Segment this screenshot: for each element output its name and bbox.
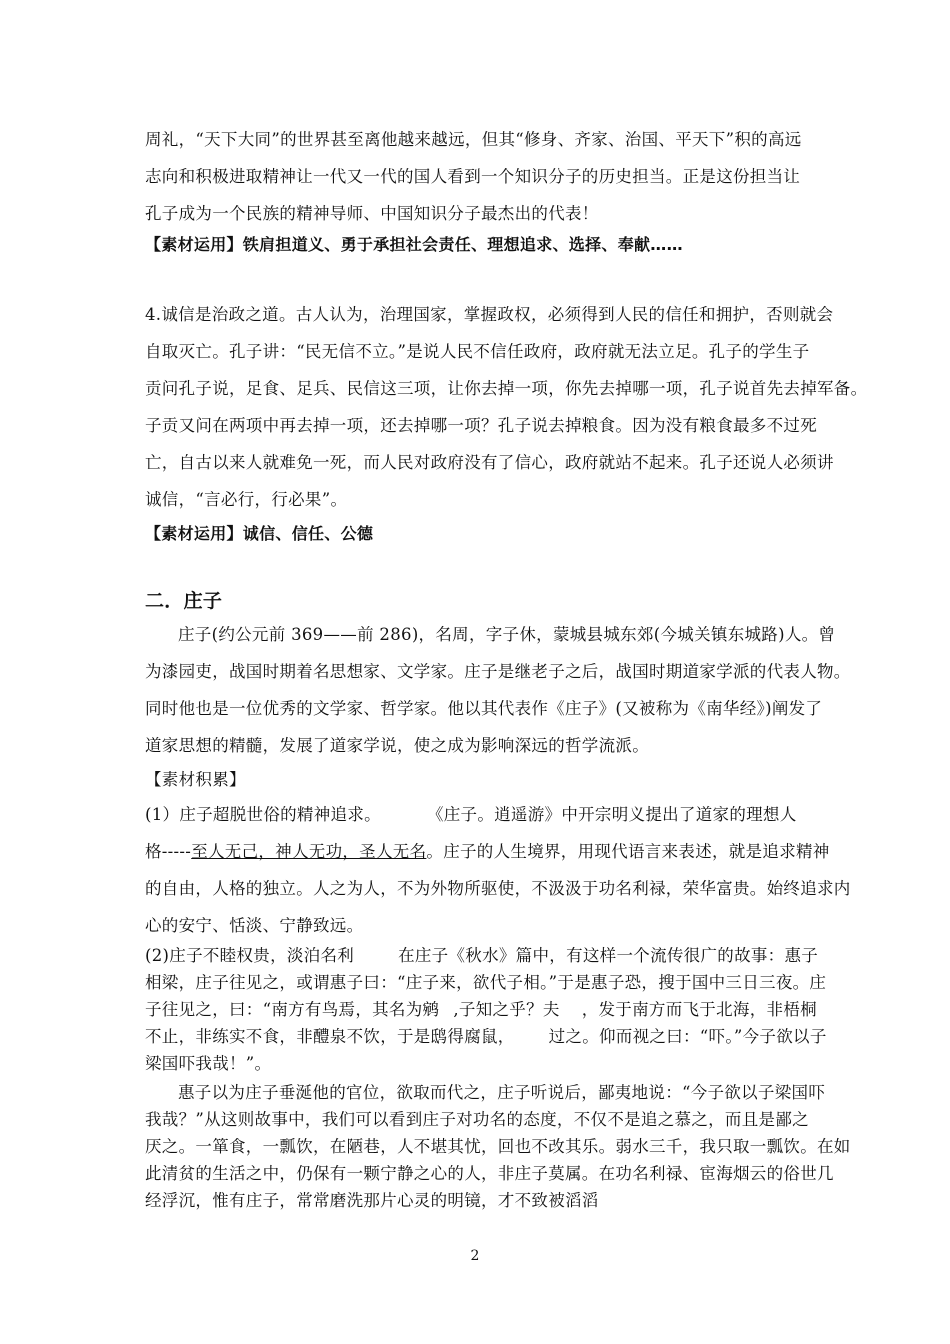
text-line: 同时他也是一位优秀的文学家、哲学家。他以其代表作《庄子》(又被称为《南华经》)阐发了 (145, 699, 823, 718)
text-line (145, 996, 817, 1020)
text-line: 周礼，“天下大同”的世界甚至离他越来越远，但其“修身、齐家、治国、平天下”积的高远 (145, 130, 802, 149)
text-segment: (2)庄子不睦权贵，淡泊名利 (145, 946, 355, 965)
text-line: 亡，自古以来人就难免一死，而人民对政府没有了信心，政府就站不起来。孔子还说人必须讲 (145, 453, 834, 472)
text-line: 志向和积极进取精神让一代又一代的国人看到一个知识分子的历史担当。正是这份担当让 (145, 167, 801, 186)
text-segment: 《庄子。逍遥游》中开宗明义提出了道家的理想人 (426, 805, 797, 824)
text-segment: 过之。仰而视之曰：“吓。”今子欲以子 (548, 1027, 827, 1046)
text-line: 为漆园吏，战国时期着名思想家、文学家。庄子是继老子之后，战国时期道家学派的代表人物。 (145, 662, 851, 681)
text-segment: 。庄子的人生境界，用现代语言来表述，就是追求精神 (426, 842, 830, 861)
text-line: 贡问孔子说，足食、足兵、民信这三项，让你去掉一项，你先去掉哪一项，孔子说首先去掉军备。 (145, 379, 868, 398)
text-line: 相梁，庄子往见之，或谓惠子曰：“庄子来，欲代子相。”于是惠子恐，搜于国中三日三夜。庄 (145, 973, 827, 992)
text-segment: 在庄子《秋水》篇中，有这样一个流传很广的故事：惠子 (398, 946, 819, 965)
text-line: 此清贫的生活之中，仍保有一颗宁静之心的人，非庄子莫属。在功名利禄、宦海烟云的俗世几 (145, 1164, 834, 1183)
page-number: 2 (470, 1248, 480, 1264)
text-line: 诚信，“言必行，行必果”。 (145, 490, 348, 509)
text-line: 子贡又问在两项中再去掉一项，还去掉哪一项？孔子说去掉粮食。因为没有粮食最多不过死 (145, 416, 817, 435)
section-heading: 二．庄子 (145, 590, 223, 612)
text-line: 心的安宁、恬淡、宁静致远。 (145, 916, 364, 935)
text-segment: 不止，非练实不食，非醴泉不饮，于是鸱得腐鼠， (145, 1027, 515, 1046)
material-usage-label: 【素材运用】铁肩担道义、勇于承担社会责任、理想追求、选择、奉献…… (145, 235, 683, 254)
text-segment: 格----- (145, 842, 192, 861)
text-line (145, 838, 830, 862)
material-usage-label: 【素材运用】诚信、信任、公德 (145, 524, 374, 543)
text-segment: ，发于南方而飞于北海，非梧桐 (581, 1000, 817, 1019)
accumulation-label: 【素材积累】 (145, 770, 246, 789)
text-line: 自取灭亡。孔子讲：“民无信不立。”是说人民不信任政府，政府就无法立足。孔子的学生子 (145, 342, 810, 361)
text-line: 4.诚信是治政之道。古人认为，治理国家，掌握政权，必须得到人民的信任和拥护，否则就会 (145, 305, 834, 324)
underlined-quote: 至人无己，神人无功，圣人无名 (191, 842, 427, 861)
text-line (145, 942, 818, 966)
text-line: 梁国吓我哉！”。 (145, 1054, 272, 1073)
text-line: 庄子(约公元前 369——前 286)，名周，字子休，蒙城县城东郊(今城关镇东城路)人。曾 (178, 625, 836, 644)
text-segment: (1）庄子超脱世俗的精神追求。 (145, 805, 381, 824)
text-line: 厌之。一箪食，一瓢饮，在陋巷，人不堪其忧，回也不改其乐。弱水三千，我只取一瓢饮。在如 (145, 1137, 851, 1156)
text-line: 惠子以为庄子垂涎他的官位，欲取而代之，庄子听说后，鄙夷地说：“今子欲以子梁国吓 (178, 1083, 826, 1102)
text-line: 我哉？”从这则故事中，我们可以看到庄子对功名的态度，不仅不是追之慕之，而且是鄙之 (145, 1110, 809, 1129)
text-segment: 子往见之，曰：“南方有鸟焉，其名为鹓 (145, 1000, 440, 1019)
text-line: 道家思想的精髓，发展了道家学说，使之成为影响深远的哲学流派。 (145, 736, 649, 755)
text-line (145, 1023, 827, 1047)
text-line: 的自由，人格的独立。人之为人，不为外物所驱使，不汲汲于功名利禄，荣华富贵。始终追求内 (145, 879, 851, 898)
text-line (145, 801, 797, 825)
text-segment: ,子知之乎？夫 (453, 1000, 560, 1019)
text-line: 孔子成为一个民族的精神导师、中国知识分子最杰出的代表！ (145, 204, 599, 223)
text-line: 经浮沉，惟有庄子，常常磨洗那片心灵的明镜，才不致被滔滔 (145, 1191, 599, 1210)
